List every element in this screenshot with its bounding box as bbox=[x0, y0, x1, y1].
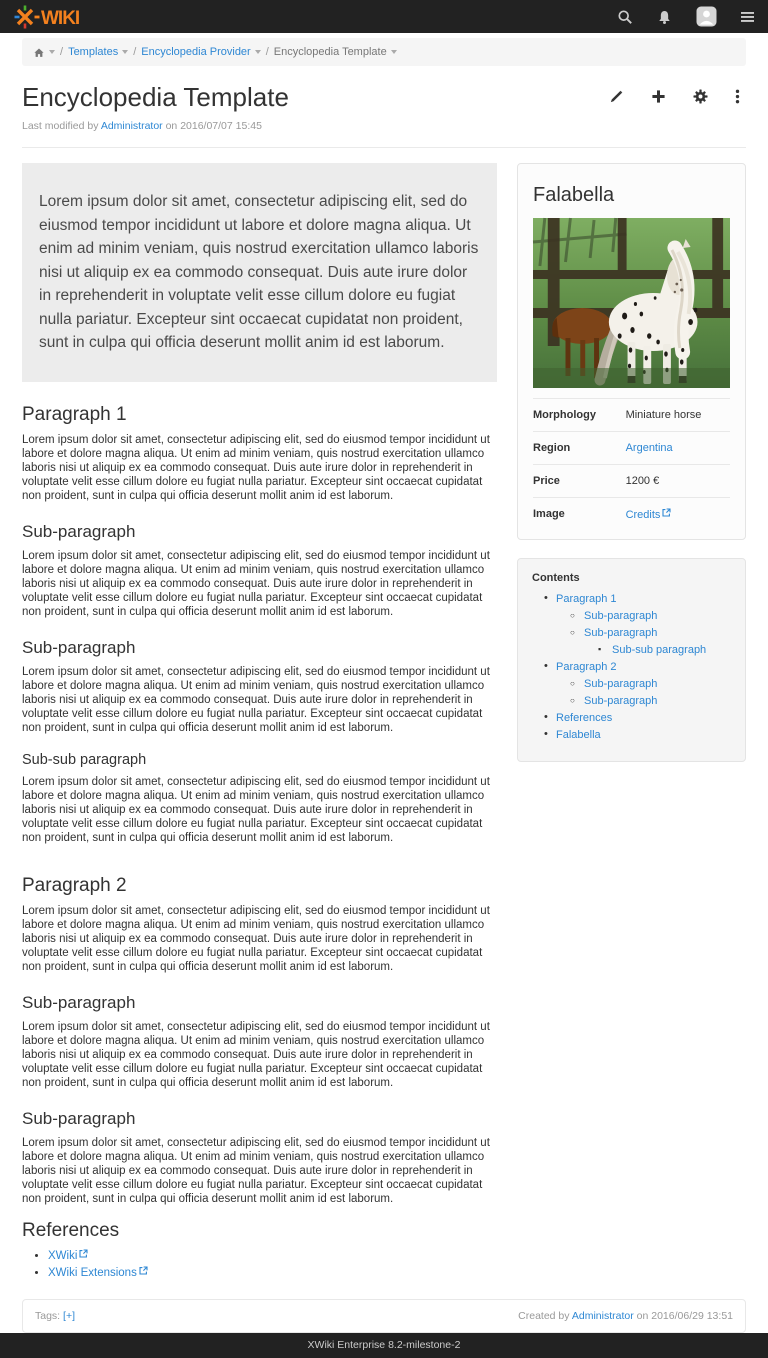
menu-icon[interactable] bbox=[741, 11, 754, 23]
infobox-row-value: 1200 € bbox=[625, 475, 660, 487]
falabella-horse-photo bbox=[533, 218, 730, 388]
section-paragraph: Lorem ipsum dolor sit amet, consectetur adipiscing elit, sed do eiusmod tempor incididunt ut labore et dolore magna aliqua. Ut enim ad minim veniam, quis nostrud exercitation ullamco laboris nisi ut aliquip ex ea commodo consequat. Duis aute irure dolor in reprehenderit in voluptate velit esse cillum dolore eu fugiat nulla pariatur. Excepteur sint occaecat cupidatat non proident, sunt in culpa qui officia deserunt mollit anim id est laborum. bbox=[22, 1136, 490, 1205]
tags-area bbox=[35, 1310, 75, 1322]
section-heading: Paragraph 1 bbox=[22, 403, 127, 425]
toc-item bbox=[532, 712, 731, 724]
external-link-icon bbox=[662, 508, 671, 520]
toc-item bbox=[532, 627, 731, 639]
infobox-row bbox=[533, 498, 730, 532]
section-heading: Sub-sub paragraph bbox=[22, 751, 147, 768]
xwiki-logo[interactable] bbox=[14, 5, 106, 29]
infobox-title: Falabella bbox=[533, 184, 615, 206]
last-modified-line: Last modified by Administrator on 2016/07/07 15:45 bbox=[22, 120, 262, 132]
sidebar-column bbox=[517, 163, 746, 762]
section-heading: Sub-paragraph bbox=[22, 992, 136, 1012]
content-grid bbox=[0, 148, 768, 1283]
section-paragraph: Lorem ipsum dolor sit amet, consectetur adipiscing elit, sed do eiusmod tempor incididunt ut labore et dolore magna aliqua. Ut enim ad minim veniam, quis nostrud exercitation ullamco laboris nisi ut aliquip ex ea commodo consequat. Duis aute irure dolor in reprehenderit in voluptate velit esse cillum dolore eu fugiat nulla pariatur. Excepteur sint occaecat cupidatat non proident, sunt in culpa qui officia deserunt mollit anim id est laborum. bbox=[22, 904, 490, 973]
infobox-row-label: Image bbox=[533, 508, 565, 520]
main-column bbox=[22, 163, 497, 1283]
breadcrumb-separator: / bbox=[133, 46, 137, 58]
section-paragraph: Lorem ipsum dolor sit amet, consectetur adipiscing elit, sed do eiusmod tempor incididunt ut labore et dolore magna aliqua. Ut enim ad minim veniam, quis nostrud exercitation ullamco laboris nisi ut aliquip ex ea commodo consequat. Duis aute irure dolor in reprehenderit in voluptate velit esse cillum dolore eu fugiat nulla pariatur. Excepteur sint occaecat cupidatat non proident, sunt in culpa qui officia deserunt mollit anim id est laborum. bbox=[22, 1020, 490, 1089]
external-link-icon bbox=[79, 1249, 88, 1261]
infobox-value-link[interactable]: Credits bbox=[625, 509, 661, 521]
sections bbox=[22, 404, 497, 1206]
settings-gear-icon[interactable] bbox=[693, 89, 708, 104]
toc-link[interactable]: Paragraph 1 bbox=[556, 593, 617, 605]
chevron-down-icon[interactable] bbox=[391, 50, 397, 54]
notifications-bell-icon[interactable] bbox=[657, 9, 672, 25]
page-actions bbox=[609, 80, 746, 104]
infobox-row bbox=[533, 432, 730, 465]
infobox-row-label: Price bbox=[533, 475, 560, 487]
infobox-row bbox=[533, 399, 730, 432]
home-icon[interactable] bbox=[33, 47, 55, 58]
page-title: Encyclopedia Template bbox=[22, 82, 289, 112]
tags-label: Tags: bbox=[35, 1309, 61, 1322]
lead-summary-box: Lorem ipsum dolor sit amet, consectetur adipiscing elit, sed do eiusmod tempor incididunt ut labore et dolore magna aliqua. Ut enim ad minim veniam, quis nostrud exercitation ullamco laboris nisi ut aliquip ex ea commodo consequat. Duis aute irure dolor in reprehenderit in voluptate velit esse cillum dolore eu fugiat nulla pariatur. Excepteur sint occaecat cupidatat non proident, sunt in culpa qui officia deserunt mollit anim id est laborum. bbox=[22, 163, 497, 382]
reference-link[interactable]: XWiki bbox=[48, 1249, 78, 1262]
document-footer bbox=[22, 1299, 746, 1333]
version-bar: XWiki Enterprise 8.2-milestone-2 bbox=[0, 1333, 768, 1358]
infobox-row-value bbox=[626, 432, 730, 465]
toc-item bbox=[532, 644, 731, 656]
references-list bbox=[22, 1249, 497, 1279]
toc-link[interactable]: Sub-sub paragraph bbox=[612, 644, 707, 656]
breadcrumb-item-current: Encyclopedia Template bbox=[274, 46, 397, 58]
breadcrumb-item-templates bbox=[68, 46, 128, 58]
infobox-row-value: Miniature horse bbox=[625, 409, 702, 421]
infobox-row-label: Morphology bbox=[533, 409, 596, 421]
search-icon[interactable] bbox=[617, 9, 633, 25]
more-kebab-icon[interactable] bbox=[735, 89, 740, 104]
section-paragraph: Lorem ipsum dolor sit amet, consectetur adipiscing elit, sed do eiusmod tempor incididunt ut labore et dolore magna aliqua. Ut enim ad minim veniam, quis nostrud exercitation ullamco laboris nisi ut aliquip ex ea commodo consequat. Duis aute irure dolor in reprehenderit in voluptate velit esse cillum dolore eu fugiat nulla pariatur. Excepteur sint occaecat cupidatat non proident, sunt in culpa qui officia deserunt mollit anim id est laborum. bbox=[22, 665, 490, 734]
edit-pencil-icon[interactable] bbox=[609, 89, 624, 104]
reference-link[interactable]: XWiki Extensions bbox=[48, 1266, 137, 1279]
breadcrumb-link[interactable]: Encyclopedia Provider bbox=[141, 46, 251, 58]
section-heading: Sub-paragraph bbox=[22, 521, 136, 541]
infobox-row-value bbox=[626, 498, 730, 532]
creator-user-link[interactable]: Administrator bbox=[571, 1309, 634, 1322]
infobox-value-link[interactable]: Argentina bbox=[625, 442, 673, 454]
section-heading: Sub-paragraph bbox=[22, 1108, 136, 1128]
toc-item bbox=[532, 678, 731, 690]
reference-item bbox=[48, 1249, 497, 1262]
reference-item bbox=[48, 1266, 497, 1279]
infobox-table bbox=[533, 398, 730, 531]
breadcrumb-separator: / bbox=[60, 46, 64, 58]
svg-text:WIKI: WIKI bbox=[41, 7, 80, 29]
toc-link[interactable]: Falabella bbox=[556, 729, 601, 741]
external-link-icon bbox=[139, 1266, 148, 1278]
user-avatar[interactable] bbox=[696, 6, 717, 27]
modified-user-link[interactable]: Administrator bbox=[100, 120, 163, 132]
breadcrumb bbox=[22, 38, 746, 66]
toc-link[interactable]: References bbox=[556, 712, 613, 724]
section-paragraph: Lorem ipsum dolor sit amet, consectetur adipiscing elit, sed do eiusmod tempor incididunt ut labore et dolore magna aliqua. Ut enim ad minim veniam, quis nostrud exercitation ullamco laboris nisi ut aliquip ex ea commodo consequat. Duis aute irure dolor in reprehenderit in voluptate velit esse cillum dolore eu fugiat nulla pariatur. Excepteur sint occaecat cupidatat non proident, sunt in culpa qui officia deserunt mollit anim id est laborum. bbox=[22, 549, 490, 618]
title-row bbox=[0, 66, 768, 113]
breadcrumb-item-encyclopedia-provider bbox=[141, 46, 260, 58]
toc-link[interactable]: Sub-paragraph bbox=[584, 610, 658, 622]
references-heading: References bbox=[22, 1219, 120, 1241]
section-heading: Paragraph 2 bbox=[22, 874, 127, 896]
chevron-down-icon[interactable] bbox=[49, 50, 55, 54]
infobox-row bbox=[533, 465, 730, 498]
navbar-actions bbox=[617, 6, 754, 27]
toc-list bbox=[532, 593, 731, 741]
infobox-panel bbox=[517, 163, 746, 540]
toc-item bbox=[532, 610, 731, 622]
infobox-table-body bbox=[533, 399, 730, 532]
breadcrumb-link[interactable]: Templates bbox=[68, 46, 119, 58]
section-paragraph: Lorem ipsum dolor sit amet, consectetur adipiscing elit, sed do eiusmod tempor incididunt ut labore et dolore magna aliqua. Ut enim ad minim veniam, quis nostrud exercitation ullamco laboris nisi ut aliquip ex ea commodo consequat. Duis aute irure dolor in reprehenderit in voluptate velit esse cillum dolore eu fugiat nulla pariatur. Excepteur sint occaecat cupidatat non proident, sunt in culpa qui officia deserunt mollit anim id est laborum. bbox=[22, 433, 490, 502]
created-by-line: Created by Administrator on 2016/06/29 13:51 bbox=[518, 1309, 733, 1322]
section-heading: Sub-paragraph bbox=[22, 637, 136, 657]
chevron-down-icon[interactable] bbox=[255, 50, 261, 54]
toc-link[interactable]: Sub-paragraph bbox=[584, 627, 658, 639]
toc-item bbox=[532, 593, 731, 605]
xwiki-logo-icon bbox=[14, 5, 106, 29]
section-paragraph: Lorem ipsum dolor sit amet, consectetur adipiscing elit, sed do eiusmod tempor incididunt ut labore et dolore magna aliqua. Ut enim ad minim veniam, quis nostrud exercitation ullamco laboris nisi ut aliquip ex ea commodo consequat. Duis aute irure dolor in reprehenderit in voluptate velit esse cillum dolore eu fugiat nulla pariatur. Excepteur sint occaecat cupidatat non proident, sunt in culpa qui officia deserunt mollit anim id est laborum. bbox=[22, 775, 490, 844]
contents-title: Contents bbox=[532, 572, 580, 584]
breadcrumb-wrap bbox=[0, 33, 768, 66]
add-tag-button[interactable]: [+] bbox=[63, 1309, 75, 1322]
toc-link[interactable]: Sub-paragraph bbox=[584, 678, 658, 690]
add-plus-icon[interactable] bbox=[651, 89, 666, 104]
breadcrumb-separator: / bbox=[265, 46, 269, 58]
infobox-row-label: Region bbox=[533, 442, 571, 454]
toc-item bbox=[532, 695, 731, 707]
toc-link[interactable]: Sub-paragraph bbox=[584, 695, 658, 707]
top-navbar bbox=[0, 0, 768, 33]
toc-link[interactable]: Paragraph 2 bbox=[556, 661, 617, 673]
references-section bbox=[22, 1220, 497, 1279]
toc-item bbox=[532, 729, 731, 741]
chevron-down-icon[interactable] bbox=[122, 50, 128, 54]
contents-panel bbox=[517, 558, 746, 762]
toc-item bbox=[532, 661, 731, 673]
